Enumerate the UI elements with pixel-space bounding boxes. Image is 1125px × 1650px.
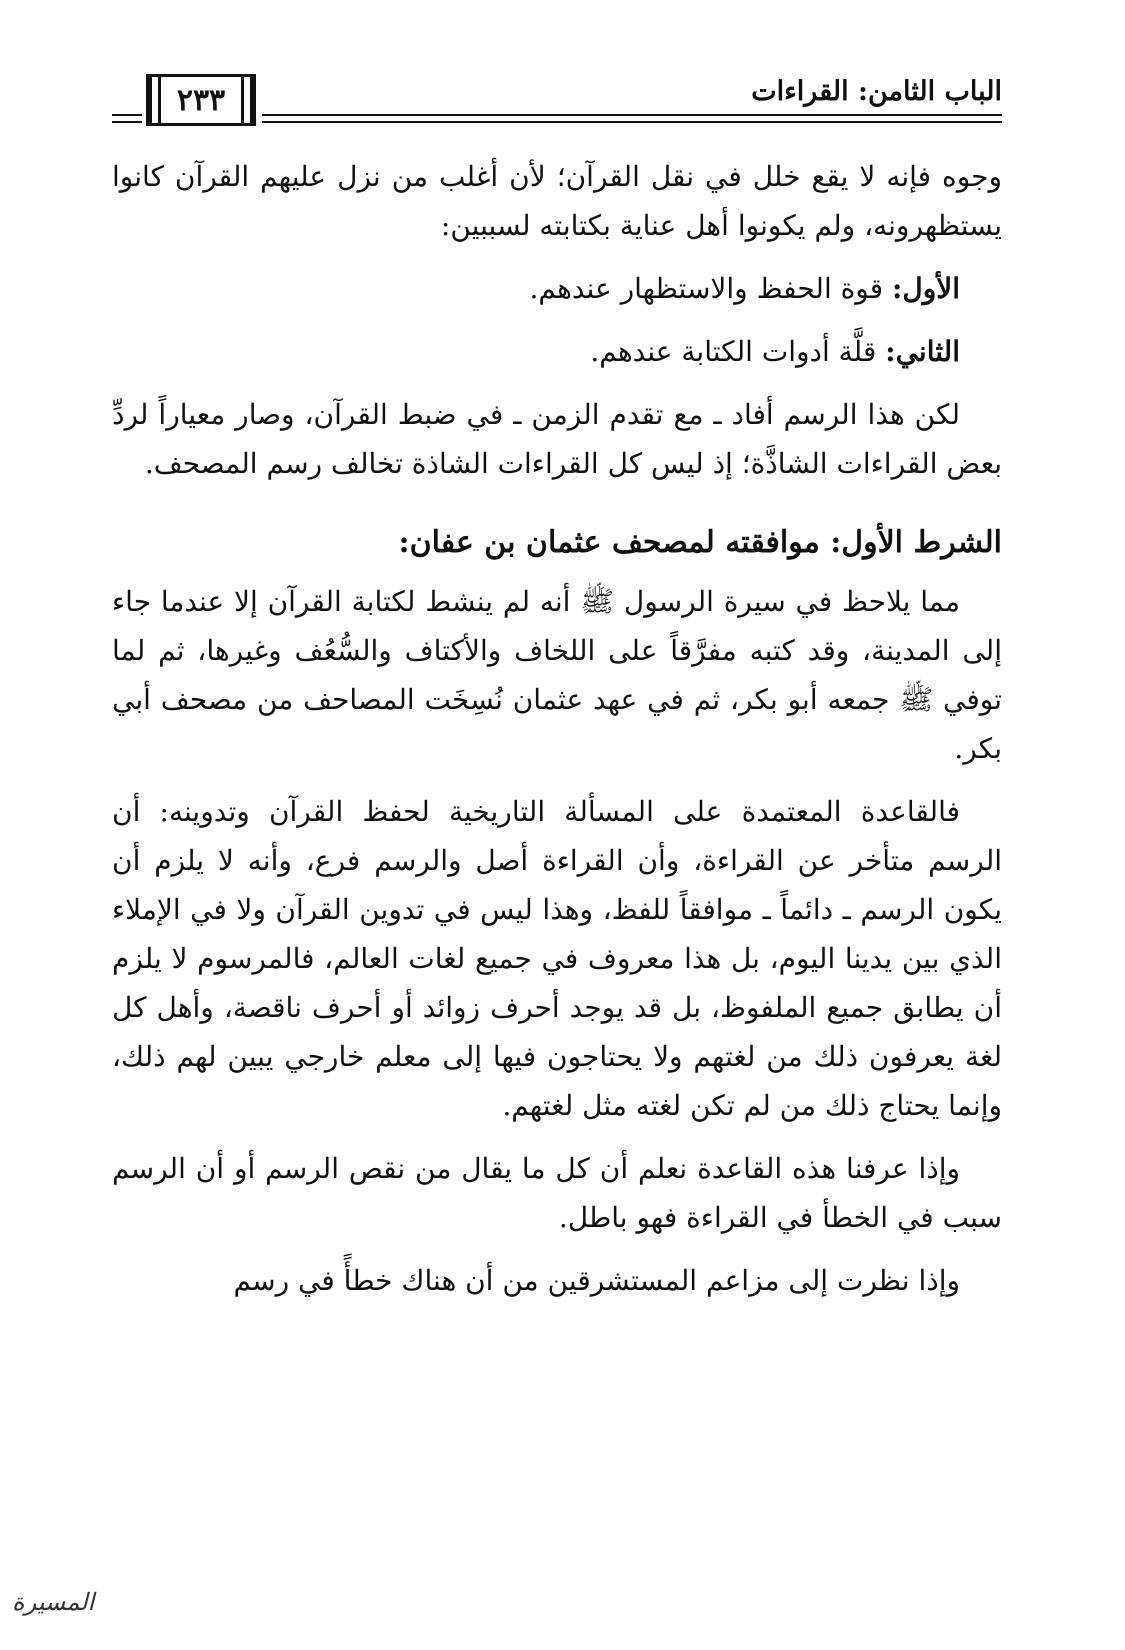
chapter-title: الباب الثامن: القراءات bbox=[751, 76, 1002, 107]
paragraph: وإذا نظرت إلى مزاعم المستشرقين من أن هناك خطأً في رسم bbox=[233, 1264, 960, 1297]
publisher-watermark-logo: المسيرة bbox=[12, 1588, 95, 1616]
page-number: ٢٣٣ bbox=[176, 82, 226, 118]
item-text: قلَّة أدوات الكتابة عندهم. bbox=[590, 335, 886, 368]
paragraph: مما يلاحظ في سيرة الرسول ﷺ أنه لم ينشط لكتابة القرآن إلا عندما جاء إلى المدينة، وقد كتبه مفرَّقاً على اللخاف والأكتاف والسُّعُف وغيرها، ثم لما توفي ﷺ جمعه أبو بكر، ثم في عهد عثمان نُسِخَت المصاحف من مصحف أبي بكر. bbox=[112, 585, 1002, 765]
paragraph: فالقاعدة المعتمدة على المسألة التاريخية لحفظ القرآن وتدوينه: أن الرسم متأخر عن القراءة، وأن القراءة أصل والرسم فرع، وأنه لا يلزم أن يكون الرسم ـ دائماً ـ موافقاً للفظ، وهذا ليس في تدوين القرآن ولا في الإملاء الذي بين يدينا اليوم، بل هذا معروف في جميع لغات العالم، فالمرسوم لا يلزم أن يطابق جميع الملفوظ، بل قد يوجد أحرف زوائد أو أحرف ناقصة، وأهل كل لغة يعرفون ذلك من لغتهم ولا يحتاجون فيها إلى معلم خارجي يبين لهم ذلك، وإنما يحتاج ذلك من لم تكن لغته مثل لغتهم. bbox=[112, 795, 1002, 1122]
header-rule bbox=[262, 114, 1002, 116]
header-rule bbox=[262, 121, 1002, 123]
list-item bbox=[112, 327, 1002, 376]
section-heading: الشرط الأول: موافقته لمصحف عثمان بن عفان: bbox=[398, 525, 1002, 560]
paragraph: وإذا عرفنا هذه القاعدة نعلم أن كل ما يقال من نقص الرسم أو أن الرسم سبب في الخطأ في القراءة فهو باطل. bbox=[112, 1152, 1002, 1234]
header-rule bbox=[112, 114, 142, 116]
item-text: قوة الحفظ والاستظهار عندهم. bbox=[529, 272, 893, 305]
paragraph: لكن هذا الرسم أفاد ـ مع تقدم الزمن ـ في ضبط القرآن، وصار معياراً لردِّ بعض القراءات الشاذَّة؛ إذ ليس كل القراءات الشاذة تخالف رسم المصحف. bbox=[112, 398, 1002, 480]
header-rule bbox=[112, 121, 142, 123]
list-item bbox=[112, 264, 1002, 313]
page-body bbox=[112, 152, 1002, 1319]
paragraph: وجوه فإنه لا يقع خلل في نقل القرآن؛ لأن أغلب من نزل عليهم القرآن كانوا يستظهرونه، ولم يكونوا أهل عناية بكتابته لسببين: bbox=[112, 160, 1002, 242]
item-label: الأول: bbox=[892, 272, 960, 305]
item-label: الثاني: bbox=[885, 335, 960, 368]
page-number-box bbox=[146, 74, 256, 126]
page-header bbox=[112, 70, 1002, 130]
